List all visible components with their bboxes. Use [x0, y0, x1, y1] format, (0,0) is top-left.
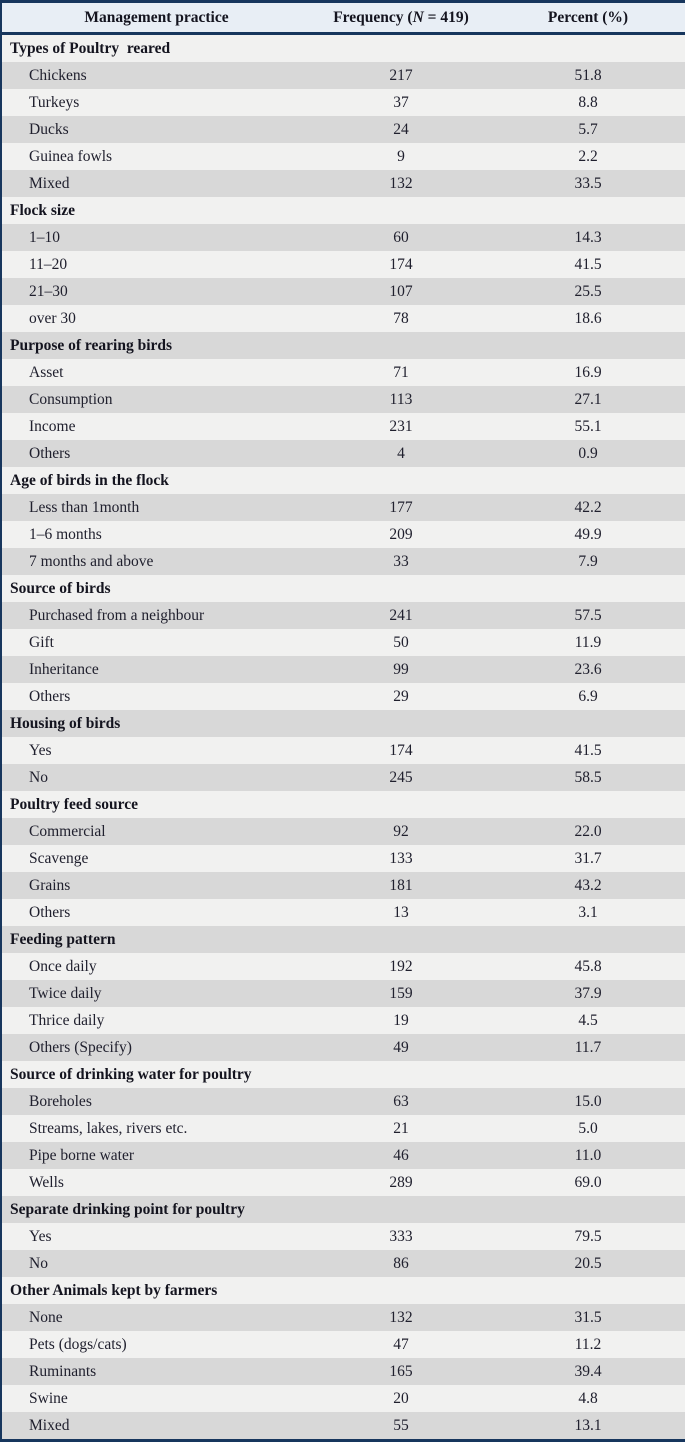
cell-practice: Yes	[1, 1223, 311, 1250]
cell-frequency: 209	[311, 521, 491, 548]
cell-percent: 5.7	[491, 116, 685, 143]
cell-frequency: 33	[311, 548, 491, 575]
cell-percent: 23.6	[491, 656, 685, 683]
cell-percent: 69.0	[491, 1169, 685, 1196]
column-header-frequency	[311, 2, 491, 34]
section-row	[1, 1196, 685, 1223]
table-row	[1, 1304, 685, 1331]
cell-percent: 16.9	[491, 359, 685, 386]
cell-percent: 25.5	[491, 278, 685, 305]
table-row	[1, 251, 685, 278]
cell-frequency: 99	[311, 656, 491, 683]
cell-practice: Others	[1, 683, 311, 710]
cell-practice: Chickens	[1, 62, 311, 89]
cell-percent: 13.1	[491, 1412, 685, 1441]
section-title: Feeding pattern	[1, 926, 685, 953]
cell-percent: 6.9	[491, 683, 685, 710]
cell-frequency: 217	[311, 62, 491, 89]
cell-frequency: 289	[311, 1169, 491, 1196]
cell-frequency: 113	[311, 386, 491, 413]
cell-frequency: 192	[311, 953, 491, 980]
cell-frequency: 47	[311, 1331, 491, 1358]
table-row	[1, 305, 685, 332]
header-row	[1, 2, 685, 34]
section-title: Poultry feed source	[1, 791, 685, 818]
cell-practice: Wells	[1, 1169, 311, 1196]
cell-percent: 33.5	[491, 170, 685, 197]
cell-percent: 45.8	[491, 953, 685, 980]
table-row	[1, 440, 685, 467]
cell-practice: Others	[1, 899, 311, 926]
cell-practice: Grains	[1, 872, 311, 899]
table-row	[1, 764, 685, 791]
table-row	[1, 1331, 685, 1358]
table-row	[1, 629, 685, 656]
section-row	[1, 791, 685, 818]
cell-practice: Pets (dogs/cats)	[1, 1331, 311, 1358]
section-row	[1, 197, 685, 224]
cell-practice: Streams, lakes, rivers etc.	[1, 1115, 311, 1142]
section-row	[1, 926, 685, 953]
table-row	[1, 521, 685, 548]
table-row	[1, 1007, 685, 1034]
cell-practice: Inheritance	[1, 656, 311, 683]
cell-frequency: 13	[311, 899, 491, 926]
section-title: Housing of birds	[1, 710, 685, 737]
cell-practice: Purchased from a neighbour	[1, 602, 311, 629]
cell-frequency: 9	[311, 143, 491, 170]
section-row	[1, 710, 685, 737]
cell-practice: Ducks	[1, 116, 311, 143]
table-row	[1, 899, 685, 926]
cell-percent: 41.5	[491, 737, 685, 764]
table-row	[1, 359, 685, 386]
cell-percent: 43.2	[491, 872, 685, 899]
cell-frequency: 174	[311, 737, 491, 764]
cell-frequency: 20	[311, 1385, 491, 1412]
cell-frequency: 49	[311, 1034, 491, 1061]
cell-frequency: 132	[311, 1304, 491, 1331]
table-row	[1, 683, 685, 710]
cell-frequency: 92	[311, 818, 491, 845]
cell-frequency: 63	[311, 1088, 491, 1115]
table-row	[1, 62, 685, 89]
table-row	[1, 1385, 685, 1412]
cell-percent: 41.5	[491, 251, 685, 278]
table-row	[1, 1250, 685, 1277]
cell-percent: 2.2	[491, 143, 685, 170]
cell-practice: Boreholes	[1, 1088, 311, 1115]
cell-practice: Thrice daily	[1, 1007, 311, 1034]
cell-percent: 39.4	[491, 1358, 685, 1385]
cell-percent: 14.3	[491, 224, 685, 251]
cell-frequency: 50	[311, 629, 491, 656]
cell-frequency: 21	[311, 1115, 491, 1142]
table-row	[1, 872, 685, 899]
section-row	[1, 332, 685, 359]
cell-percent: 11.2	[491, 1331, 685, 1358]
table-row	[1, 818, 685, 845]
cell-percent: 7.9	[491, 548, 685, 575]
cell-practice: None	[1, 1304, 311, 1331]
table-row	[1, 1034, 685, 1061]
cell-frequency: 159	[311, 980, 491, 1007]
cell-percent: 31.5	[491, 1304, 685, 1331]
cell-percent: 58.5	[491, 764, 685, 791]
cell-frequency: 86	[311, 1250, 491, 1277]
cell-frequency: 29	[311, 683, 491, 710]
table-row	[1, 548, 685, 575]
cell-practice: 1–6 months	[1, 521, 311, 548]
cell-percent: 11.0	[491, 1142, 685, 1169]
cell-frequency: 107	[311, 278, 491, 305]
cell-practice: Asset	[1, 359, 311, 386]
cell-practice: Mixed	[1, 1412, 311, 1441]
cell-practice: Others (Specify)	[1, 1034, 311, 1061]
cell-frequency: 181	[311, 872, 491, 899]
cell-practice: 21–30	[1, 278, 311, 305]
cell-percent: 15.0	[491, 1088, 685, 1115]
column-header-percent: Percent (%)	[491, 2, 685, 34]
cell-percent: 3.1	[491, 899, 685, 926]
section-title: Purpose of rearing birds	[1, 332, 685, 359]
cell-practice: Twice daily	[1, 980, 311, 1007]
cell-practice: Swine	[1, 1385, 311, 1412]
cell-percent: 4.5	[491, 1007, 685, 1034]
cell-frequency: 60	[311, 224, 491, 251]
cell-frequency: 4	[311, 440, 491, 467]
cell-percent: 55.1	[491, 413, 685, 440]
section-title: Separate drinking point for poultry	[1, 1196, 685, 1223]
table-row	[1, 1088, 685, 1115]
section-title: Age of birds in the flock	[1, 467, 685, 494]
cell-percent: 5.0	[491, 1115, 685, 1142]
table-row	[1, 413, 685, 440]
cell-frequency: 241	[311, 602, 491, 629]
table-row	[1, 89, 685, 116]
cell-frequency: 71	[311, 359, 491, 386]
cell-frequency: 24	[311, 116, 491, 143]
table-row	[1, 845, 685, 872]
cell-percent: 8.8	[491, 89, 685, 116]
cell-practice: 11–20	[1, 251, 311, 278]
cell-practice: No	[1, 764, 311, 791]
table-row	[1, 1358, 685, 1385]
table-row	[1, 737, 685, 764]
cell-practice: Less than 1month	[1, 494, 311, 521]
cell-practice: Scavenge	[1, 845, 311, 872]
cell-percent: 20.5	[491, 1250, 685, 1277]
cell-practice: Ruminants	[1, 1358, 311, 1385]
section-row	[1, 34, 685, 63]
cell-practice: Consumption	[1, 386, 311, 413]
cell-frequency: 231	[311, 413, 491, 440]
cell-practice: over 30	[1, 305, 311, 332]
cell-percent: 79.5	[491, 1223, 685, 1250]
cell-percent: 4.8	[491, 1385, 685, 1412]
cell-frequency: 46	[311, 1142, 491, 1169]
cell-frequency: 174	[311, 251, 491, 278]
column-header-management-practice: Management practice	[1, 2, 311, 34]
cell-practice: Commercial	[1, 818, 311, 845]
table-row	[1, 656, 685, 683]
cell-practice: Once daily	[1, 953, 311, 980]
section-title: Source of drinking water for poultry	[1, 1061, 685, 1088]
table-body	[1, 34, 685, 1441]
table-row	[1, 1115, 685, 1142]
table-row	[1, 1142, 685, 1169]
table-row	[1, 116, 685, 143]
cell-frequency: 245	[311, 764, 491, 791]
table-row	[1, 143, 685, 170]
cell-percent: 22.0	[491, 818, 685, 845]
section-title: Flock size	[1, 197, 685, 224]
section-title: Source of birds	[1, 575, 685, 602]
cell-frequency: 165	[311, 1358, 491, 1385]
table-row	[1, 278, 685, 305]
table-row	[1, 170, 685, 197]
cell-frequency: 55	[311, 1412, 491, 1441]
table-row	[1, 224, 685, 251]
cell-percent: 57.5	[491, 602, 685, 629]
section-title: Types of Poultry reared	[1, 34, 685, 63]
table-row	[1, 386, 685, 413]
cell-practice: Gift	[1, 629, 311, 656]
section-row	[1, 1277, 685, 1304]
cell-frequency: 19	[311, 1007, 491, 1034]
cell-percent: 0.9	[491, 440, 685, 467]
table-row	[1, 1223, 685, 1250]
cell-percent: 11.7	[491, 1034, 685, 1061]
cell-practice: Turkeys	[1, 89, 311, 116]
section-row	[1, 467, 685, 494]
table-row	[1, 1169, 685, 1196]
cell-frequency: 333	[311, 1223, 491, 1250]
cell-practice: Mixed	[1, 170, 311, 197]
cell-practice: No	[1, 1250, 311, 1277]
cell-frequency: 177	[311, 494, 491, 521]
cell-practice: Pipe borne water	[1, 1142, 311, 1169]
cell-practice: Yes	[1, 737, 311, 764]
cell-practice: 1–10	[1, 224, 311, 251]
cell-percent: 27.1	[491, 386, 685, 413]
cell-percent: 18.6	[491, 305, 685, 332]
table-row	[1, 980, 685, 1007]
table-row	[1, 1412, 685, 1441]
cell-percent: 42.2	[491, 494, 685, 521]
cell-percent: 31.7	[491, 845, 685, 872]
table-row	[1, 602, 685, 629]
cell-practice: Guinea fowls	[1, 143, 311, 170]
cell-percent: 51.8	[491, 62, 685, 89]
table-row	[1, 494, 685, 521]
cell-practice: Income	[1, 413, 311, 440]
section-title: Other Animals kept by farmers	[1, 1277, 685, 1304]
cell-practice: 7 months and above	[1, 548, 311, 575]
frequency-header-prefix: Frequency (	[333, 8, 413, 26]
table-row	[1, 953, 685, 980]
section-row	[1, 1061, 685, 1088]
frequency-header-n: N	[412, 8, 424, 26]
cell-frequency: 132	[311, 170, 491, 197]
section-row	[1, 575, 685, 602]
cell-frequency: 78	[311, 305, 491, 332]
cell-percent: 37.9	[491, 980, 685, 1007]
cell-percent: 49.9	[491, 521, 685, 548]
cell-percent: 11.9	[491, 629, 685, 656]
cell-practice: Others	[1, 440, 311, 467]
cell-frequency: 133	[311, 845, 491, 872]
frequency-header-suffix: = 419)	[423, 8, 469, 26]
cell-frequency: 37	[311, 89, 491, 116]
